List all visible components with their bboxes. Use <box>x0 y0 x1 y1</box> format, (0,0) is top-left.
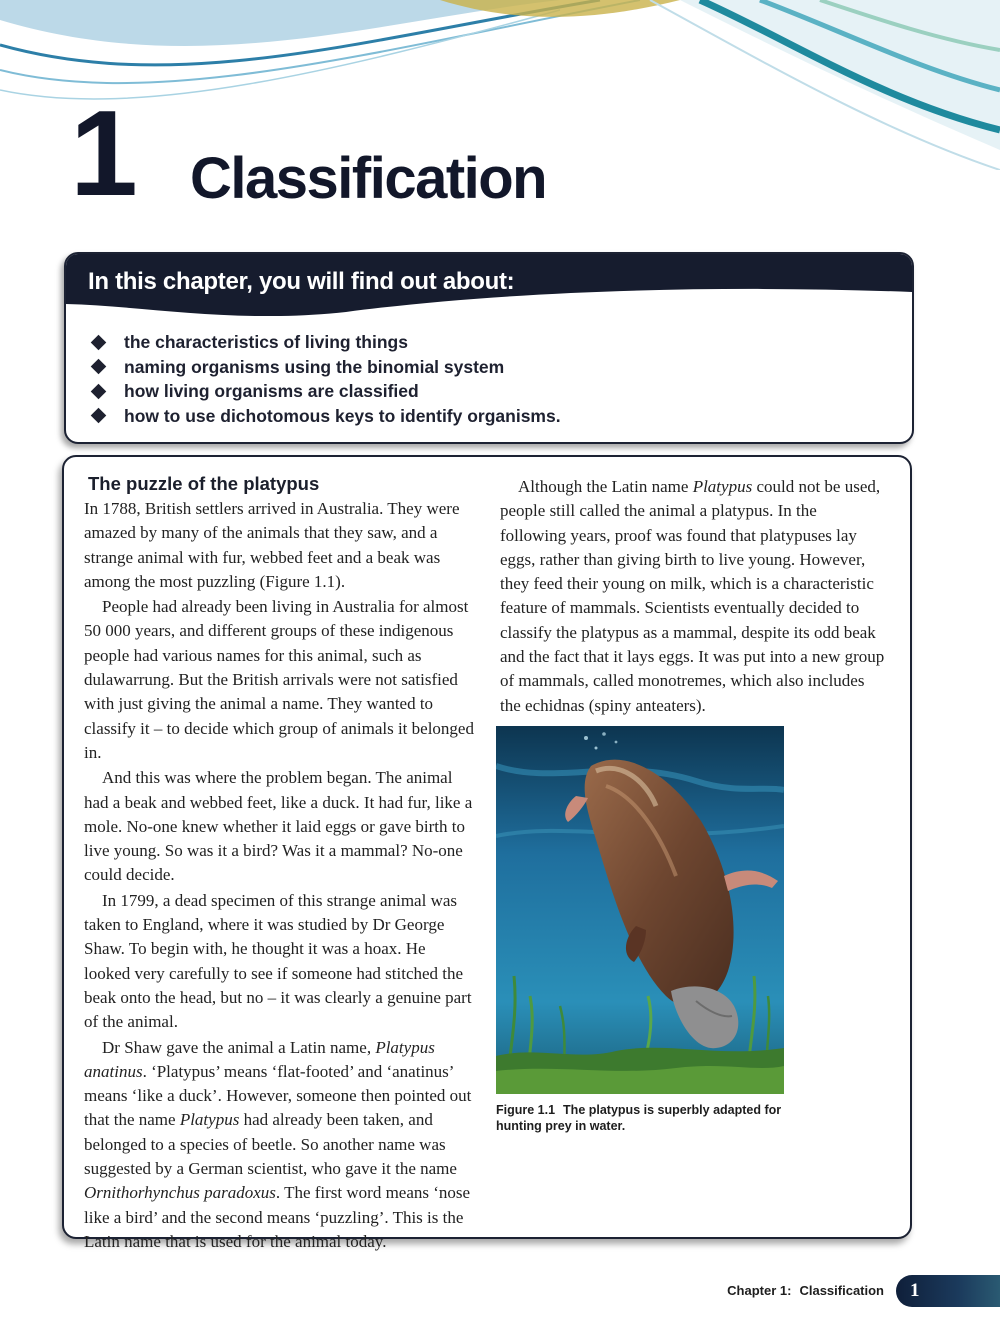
bullet-diamond-icon <box>91 359 107 375</box>
figure-label: Figure 1.1 <box>496 1102 556 1117</box>
footer-chapter-label: Chapter 1: Classification <box>727 1283 884 1298</box>
platypus-photo <box>496 726 784 1094</box>
platypus-article <box>62 455 912 1251</box>
page-number-tab <box>896 1275 1000 1307</box>
figure-caption <box>496 1102 816 1134</box>
header-swoosh-decoration <box>0 0 1000 170</box>
chapter-number: 1 <box>70 85 134 221</box>
article-heading: The puzzle of the platypus <box>88 473 320 494</box>
paragraph-4: In 1799, a dead specimen of this strange animal was taken to England, where it was studied by Dr George Shaw. To begin with, he thought it was a hoax. He looked very carefully to see if someone had stitched the beak onto the head, but no – it was clearly a genuine part of the animal. <box>84 890 472 1032</box>
list-item: the characteristics of living things <box>90 330 561 355</box>
article-left-column <box>84 473 474 1254</box>
list-item: naming organisms using the binomial system <box>90 355 561 380</box>
bullet-diamond-icon <box>91 408 107 424</box>
paragraph-3: And this was where the problem began. The animal had a beak and webbed feet, like a duck. It had fur, like a mole. No-one knew whether it laid eggs or gave birth to live young. So was it a bird? Was it a mammal? No-one could decide. <box>84 768 473 885</box>
paragraph-6: Although the Latin name Platypus could not be used, people still called the animal a platypus. In the following years, proof was found that platypuses lay eggs, rather than giving birth to live young. However, they feed their young on milk, which is a characteristic feature of mammals. Scientists eventually decided to classify the platypus as a mammal, despite its odd beak and the fact that it lays eggs. It was put into a new group of mammals, called monotremes, which also includes the echidnas (spiny anteaters). <box>500 477 885 715</box>
outcomes-list <box>90 330 561 428</box>
chapter-outcomes-box <box>64 252 914 444</box>
paragraph-5: Dr Shaw gave the animal a Latin name, Platypus anatinus. ‘Platypus’ means ‘flat-footed’ and ‘anatinus’ means ‘like a duck’. However, someone then pointed out that the name Platypus had already been taken, and belonged to a species of beetle. So another name was suggested by a German scientist, who gave it the name Ornithorhynchus paradoxus. The first word means ‘nose like a bird’ and the second means ‘puzzling’. This is the Latin name that is used for the animal today. <box>84 1037 472 1251</box>
list-item: how to use dichotomous keys to identify organisms. <box>90 404 561 429</box>
bullet-diamond-icon <box>91 334 107 350</box>
paragraph-1: In 1788, British settlers arrived in Australia. They were amazed by many of the animals that they saw, and a strange animal with fur, webbed feet and a beak was among the most puzzling (Figure 1.1). <box>84 499 460 591</box>
outcomes-heading: In this chapter, you will find out about: <box>88 268 515 295</box>
chapter-title: Classification <box>190 146 547 211</box>
list-item: how living organisms are classified <box>90 379 561 404</box>
bullet-diamond-icon <box>91 383 107 399</box>
article-right-column <box>496 475 886 1134</box>
page-number: 1 <box>910 1280 920 1301</box>
paragraph-2: People had already been living in Australia for almost 50 000 years, and different groups of these indigenous people had various names for this animal, such as dulawarrung. But the British arrivals were not satisfied with just giving the animal a name. They wanted to classify it – to decide which group of animals it belonged in. <box>84 597 474 762</box>
figure-caption-text: The platypus is superbly adapted for hunting prey in water. <box>496 1102 782 1133</box>
